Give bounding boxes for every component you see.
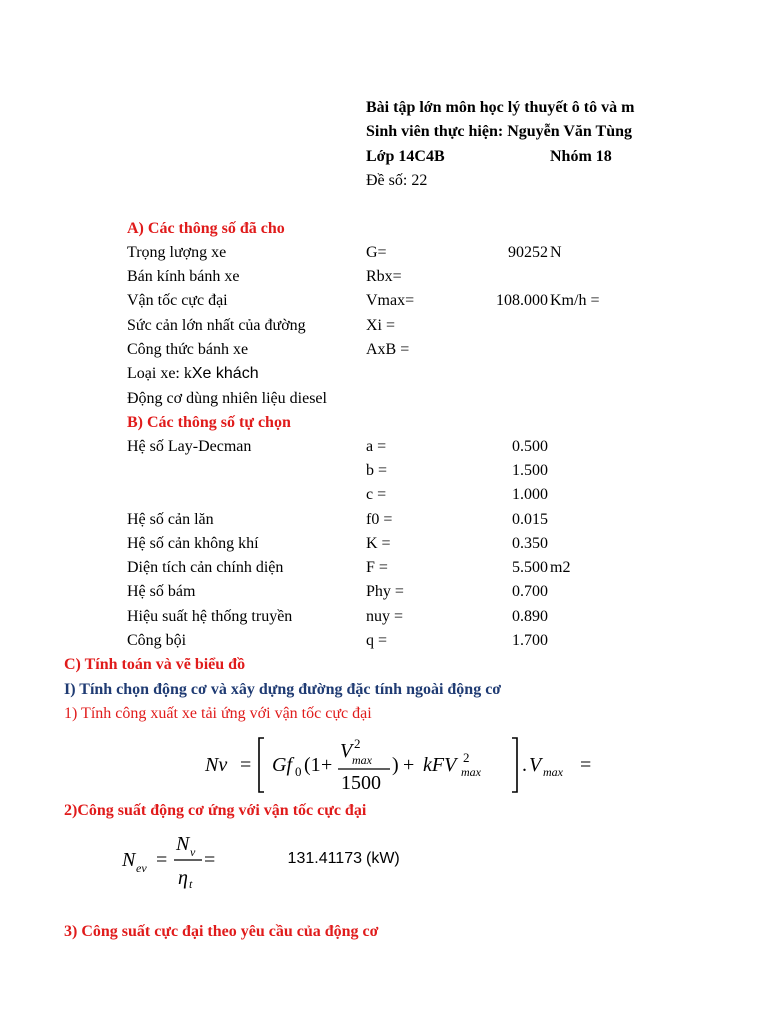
param-label: Công bội [127, 632, 187, 649]
param-value: 1.700 [512, 632, 548, 649]
param-value: 0.700 [512, 583, 548, 600]
nev-value: 131.41173 [287, 850, 362, 867]
param-symbol: Xi = [366, 317, 396, 334]
param-unit: Km/h = [550, 292, 600, 309]
svg-text:t: t [189, 877, 193, 891]
svg-text:0: 0 [295, 764, 302, 779]
nev-unit: (kW) [366, 850, 400, 867]
param-symbol: b = [366, 462, 388, 479]
header-exam: Đề số: 22 [366, 172, 428, 189]
param-symbol: Phy = [366, 583, 404, 600]
svg-text:ev: ev [136, 861, 147, 875]
header-student: Sinh viên thực hiện: Nguyễn Văn Tùng [366, 123, 632, 140]
param-value: 0.015 [512, 511, 548, 528]
svg-text:N: N [122, 849, 136, 871]
param-label: Hệ số cản không khí [127, 535, 259, 552]
svg-text:=: = [580, 754, 592, 776]
param-value: 108.000 [496, 292, 548, 309]
param-label: Sức cản lớn nhất của đường [127, 317, 306, 334]
vehicle-type [127, 364, 259, 384]
param-symbol: nuy = [366, 608, 404, 625]
param-value: 0.890 [512, 608, 548, 625]
svg-text:=: = [204, 849, 216, 871]
param-symbol: c = [366, 486, 387, 503]
engine-note: Động cơ dùng nhiên liệu diesel [127, 390, 327, 407]
vehicle-type-prefix: Loại xe: k [127, 365, 192, 382]
svg-text:Nv: Nv [205, 754, 228, 776]
section-c-title: C) Tính toán và vẽ biểu đồ [64, 656, 246, 673]
param-label: Diện tích cản chính diện [127, 559, 284, 576]
svg-text:Gf: Gf [272, 754, 292, 776]
param-label: Hệ số cản lăn [127, 511, 214, 528]
param-symbol: f0 = [366, 511, 393, 528]
section-a-title: A) Các thông số đã cho [127, 220, 285, 237]
section-b-title: B) Các thông số tự chọn [127, 414, 291, 431]
param-value: 1.000 [512, 486, 548, 503]
svg-text:V: V [529, 754, 542, 776]
item3-heading: 3) Công suất cực đại theo yêu cầu của động cơ [64, 923, 379, 940]
param-symbol: K = [366, 535, 391, 552]
svg-text:kFV: kFV [423, 754, 457, 776]
param-label: Hệ số Lay-Decman [127, 438, 252, 455]
param-symbol: AxB = [366, 341, 410, 358]
section-c-subtitle: I) Tính chọn động cơ và xây dựng đường đặc tính ngoài động cơ [64, 681, 502, 698]
vehicle-type-value: Xe khách [191, 365, 259, 382]
param-label: Hiệu suất hệ thống truyền [127, 608, 293, 625]
svg-text:η: η [178, 867, 188, 889]
svg-text:2: 2 [463, 750, 470, 765]
param-value: 0.350 [512, 535, 548, 552]
svg-text:=: = [240, 754, 252, 776]
item1-heading: 1) Tính công xuất xe tải ứng với vận tốc cực đại [64, 705, 372, 722]
param-value: 90252 [508, 244, 548, 261]
header-class: Lớp 14C4B [366, 148, 445, 165]
param-symbol: F = [366, 559, 388, 576]
svg-text:=: = [156, 849, 168, 871]
svg-text:.: . [522, 754, 527, 776]
svg-text:V: V [340, 740, 353, 762]
svg-text:max: max [352, 753, 372, 767]
header-group: Nhóm 18 [550, 148, 612, 165]
param-symbol: G= [366, 244, 387, 261]
svg-text:+: + [321, 754, 333, 776]
param-label: Trọng lượng xe [127, 244, 227, 261]
param-symbol: Vmax= [366, 292, 415, 309]
svg-text:(1: (1 [304, 754, 321, 776]
param-symbol: q = [366, 632, 388, 649]
param-value: 1.500 [512, 462, 548, 479]
svg-text:v: v [190, 845, 196, 859]
svg-text:max: max [543, 765, 563, 779]
param-unit: m2 [550, 559, 571, 576]
svg-text:N: N [176, 833, 190, 855]
item2-heading: 2)Công suất động cơ ứng với vận tốc cực đại [64, 802, 367, 819]
nv-formula [200, 732, 610, 798]
svg-text:1500: 1500 [341, 772, 381, 794]
svg-text:): ) [392, 754, 399, 776]
header-title: Bài tập lớn môn học lý thuyết ô tô và m [366, 99, 635, 116]
param-value: 5.500 [512, 559, 548, 576]
param-unit: N [550, 244, 562, 261]
svg-text:+: + [403, 754, 415, 776]
nev-formula [118, 826, 228, 892]
svg-text:max: max [461, 765, 481, 779]
param-value: 0.500 [512, 438, 548, 455]
param-label: Công thức bánh xe [127, 341, 249, 358]
param-label: Vận tốc cực đại [127, 292, 228, 309]
param-label: Hệ số bám [127, 583, 196, 600]
svg-text:2: 2 [354, 736, 361, 751]
param-symbol: Rbx= [366, 268, 402, 285]
param-symbol: a = [366, 438, 387, 455]
param-label: Bán kính bánh xe [127, 268, 240, 285]
